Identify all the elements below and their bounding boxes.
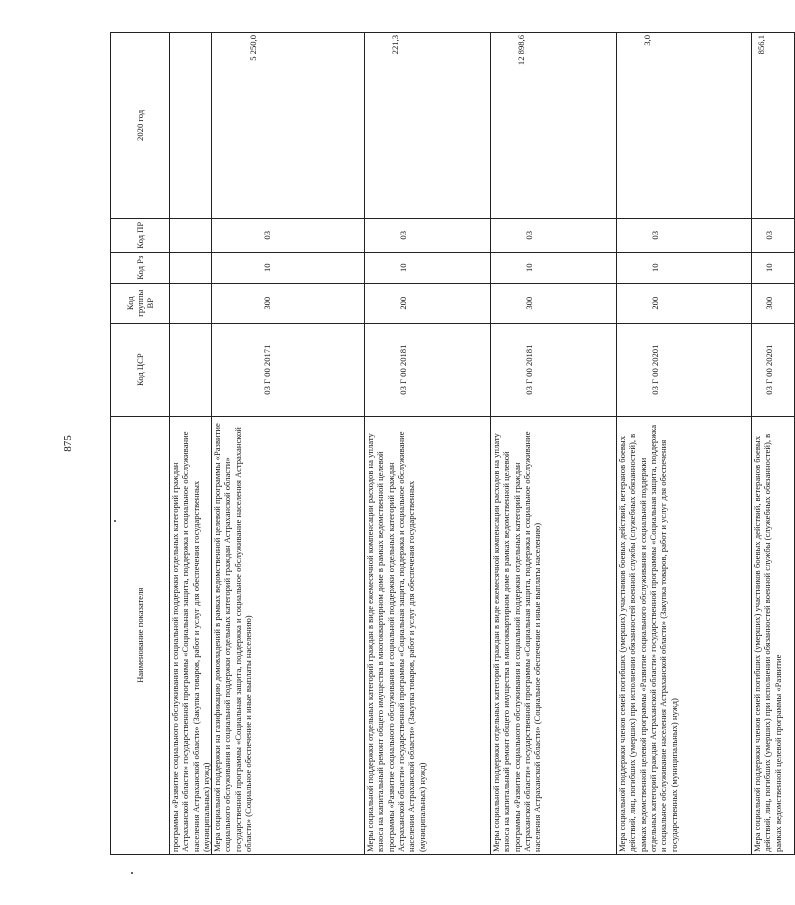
row-rz: 10 [365,252,491,283]
row-vr [170,283,212,323]
row-vr: 200 [365,283,491,323]
row-pr: 03 [752,218,795,252]
row-vr: 300 [752,283,795,323]
row-name: Мера социальной поддержки на газификацию домовладений в рамках ведомственной целевой программы «Развитие социального обслуживания и социальной поддержки отдельных категорий граждан Астраханской области» государственной программы «Социальная защита, поддержка и социальное обслуживание населения Астраханской области» (Социальное обеспечение и иные выплаты населению) [212,416,365,854]
row-vr: 200 [617,283,752,323]
row-pr: 03 [491,218,617,252]
row-pr: 03 [617,218,752,252]
table-row [617,33,752,855]
table-header-row [111,33,170,855]
row-vr: 300 [212,283,365,323]
row-pr: 03 [365,218,491,252]
row-csr: 03 Г 00 20171 [212,323,365,416]
row-rz: 10 [752,252,795,283]
table-row [212,33,365,855]
row-vr: 300 [491,283,617,323]
row-rz: 10 [491,252,617,283]
row-csr [170,323,212,416]
table-row [170,33,212,855]
budget-table [110,32,795,855]
header-csr: Код ЦСР [111,323,170,416]
table-row [752,33,795,855]
header-rz: Код Рз [111,252,170,283]
header-name: Наименование показателя [111,416,170,854]
row-csr: 03 Г 00 20181 [365,323,491,416]
row-name: Меры социальной поддержки отдельных категорий граждан в виде ежемесячной компенсации расходов на уплату взноса на капитальный ремонт общего имущества в многоквартирном доме в рамках ведомственной целевой программы «Развитие социального обслуживания и социальной поддержки отдельных категорий граждан Астраханской области» государственной программы «Социальная защита, поддержка и социальное обслуживание населения Астраханской области» (Закупка товаров, работ и услуг для обеспечения государственных (муниципальных) нужд) [365,416,491,854]
header-vr: Код группы ВР [111,283,170,323]
rotated-page [58,32,783,855]
scan-speck [131,872,133,874]
table-row [491,33,617,855]
header-amount: 2020 год [111,33,170,219]
row-csr: 03 Г 00 20201 [617,323,752,416]
page-number: 875 [62,435,74,452]
row-pr [170,218,212,252]
row-amount: 3,0 [617,33,752,219]
row-csr: 03 Г 00 20181 [491,323,617,416]
table-row [365,33,491,855]
row-amount: 856,1 [752,33,795,219]
row-rz [170,252,212,283]
row-rz: 10 [617,252,752,283]
row-name: Меры социальной поддержки отдельных категорий граждан в виде ежемесячной компенсации расходов на уплату взноса на капитальный ремонт общего имущества в многоквартирном доме в рамках ведомственной целевой программы «Развитие социального обслуживания и социальной поддержки отдельных категорий граждан Астраханской области» государственной программы «Социальная защита, поддержка и социальное обслуживание населения Астраханской области» (Социальное обеспечение и иные выплаты населению) [491,416,617,854]
row-amount: 221,3 [365,33,491,219]
row-csr: 03 Г 00 20201 [752,323,795,416]
row-name: Мера социальной поддержки членов семей погибших (умерших) участников боевых действий, ветеранов боевых действий, лиц, погибших (умерших) при исполнении обязанностей военной службы (служебных обязанностей), в рамках ведомственной целевой программы «Развитие [752,416,795,854]
row-amount: 12 898,6 [491,33,617,219]
row-name: Мера социальной поддержки членов семей погибших (умерших) участников боевых действий, ветеранов боевых действий, лиц, погибших (умерших) при исполнении обязанностей военной службы (служебных обязанностей), в рамках ведомственной целевой программы «Развитие социального обслуживания и социальной поддержки отдельных категорий граждан Астраханской области» государственной программы «Социальная защита, поддержка и социальное обслуживание населения Астраханской области» (Закупка товаров, работ и услуг для обеспечения государственных (муниципальных) нужд) [617,416,752,854]
row-amount: 5 250,0 [212,33,365,219]
row-name: программы «Развитие социального обслуживания и социальной поддержки отдельных категорий граждан Астраханской области» государственной программы «Социальная защита, поддержка и социальное обслуживание населения Астраханской области» (Закупка товаров, работ и услуг для обеспечения государственных (муниципальных) нужд) [170,416,212,854]
row-amount [170,33,212,219]
row-rz: 10 [212,252,365,283]
header-pr: Код ПР [111,218,170,252]
row-pr: 03 [212,218,365,252]
